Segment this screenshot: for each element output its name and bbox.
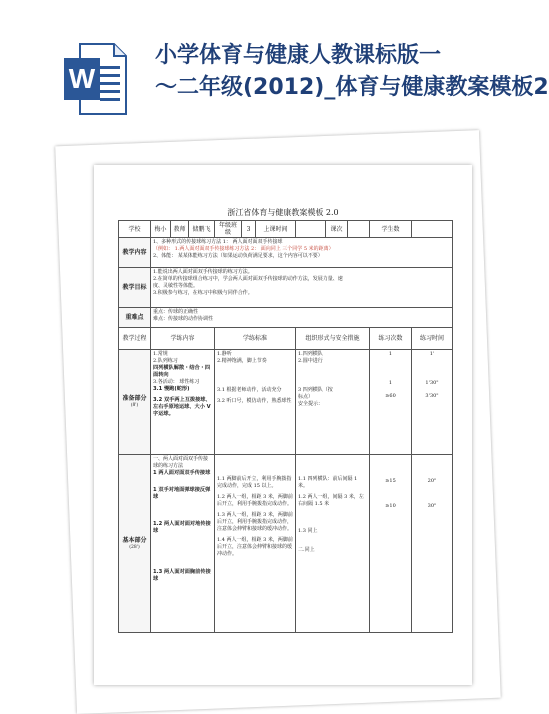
prep-label-text: 准备部分 — [122, 395, 147, 402]
basic-count — [370, 455, 412, 633]
basic-duration — [412, 455, 453, 633]
prep-count — [370, 350, 412, 455]
info-cell: 3 — [242, 221, 256, 238]
content-line: 2、体能： 某某体能练习方法（如果运动负荷满足要求，这个内容可以不要） — [153, 253, 323, 259]
info-cell: 教师 — [171, 221, 189, 238]
page-title-line-1: 小学体育与健康人教课标版一 — [155, 43, 442, 68]
prep-standard-line: 1.静听 — [217, 351, 232, 357]
prep-standard-line: 2.精神饱满，脚上节奏 — [217, 358, 267, 364]
prep-duration-value: 3'30" — [425, 393, 439, 399]
prep-org-line: 标点） — [298, 394, 314, 400]
prep-duration — [412, 350, 453, 455]
content-line: （例如： 1.两人面对面双手传接球练习方法 2： 面向同上 三个同学 5 米的距离） — [153, 246, 334, 252]
key-line: 难点：传接球的动作协调性 — [153, 316, 214, 322]
prep-standard-line: 3.2 听口号，模仿动作，熟悉球性 — [217, 398, 292, 404]
prep-content-line: 四列横队解散・结合・四面转向 — [153, 365, 211, 378]
page-title — [155, 40, 549, 104]
content-row — [119, 238, 453, 268]
prep-time: (8') — [130, 403, 139, 408]
prep-count-value: 1 — [388, 380, 393, 386]
key-label: 重难点 — [119, 308, 151, 328]
prep-content-line: 3.2 双手两上互拨接球、左右手原地运球、大小 V 字运球。 — [153, 397, 211, 417]
prep-content — [151, 350, 215, 455]
basic-standard-line: 1.2 两人一组，相距 3 米，两脚前后开立，利用手腕拨指完成动作。 — [217, 494, 293, 507]
basic-time: (28') — [129, 544, 140, 550]
basic-standard-line: 1.1 两脚前后开立，利用手腕拨指完成动作，完成 15 以上。 — [217, 476, 292, 489]
basic-org — [296, 455, 370, 633]
basic-count-value: ≥15 — [385, 478, 396, 484]
prep-duration-value: 1'30" — [425, 380, 439, 386]
basic-duration-value: 20" — [427, 478, 437, 484]
prep-org-line: 3 四列横队（按 — [298, 387, 333, 393]
document-page[interactable] — [94, 165, 472, 685]
info-cell: 学校 — [119, 221, 151, 238]
content-label: 教学内容 — [119, 238, 151, 268]
key-line: 重点：传球的正确性 — [153, 309, 199, 315]
info-cell: 年级班级 — [215, 221, 242, 238]
key-row — [119, 308, 453, 328]
basic-org-line: 1.1 四列横队：前后间隔 1 米。 — [298, 476, 358, 489]
prep-org — [296, 350, 370, 455]
basic-standard-line: 1.4 两人一组，相距 3 米，两脚前后开立，注意体会伸臂和接球的缓冲动作。 — [217, 537, 293, 557]
col-header: 学练标准 — [215, 328, 296, 350]
prep-duration-value: 1' — [429, 351, 435, 357]
basic-standard — [215, 455, 296, 633]
info-cell: 上课时间 — [256, 221, 296, 238]
key-text — [151, 308, 453, 328]
basic-row — [119, 455, 453, 633]
basic-content-line: 一、两人面对面双手传接球的练习方法 — [153, 456, 209, 469]
prep-org-line: 2.圆中进行 — [298, 358, 323, 364]
prep-count-value: ≥60 — [385, 393, 396, 399]
process-header-row — [119, 328, 453, 350]
lesson-plan-table — [118, 220, 453, 633]
basic-label-text: 基本部分 — [122, 536, 147, 544]
document-title: 浙江省体育与健康教案模板 2.0 — [227, 208, 339, 217]
info-cell: 梅小 — [151, 221, 171, 238]
prep-content-line: 3.各活动： 球性练习 — [153, 379, 200, 385]
prep-row — [119, 350, 453, 455]
goal-line: 3.积极参与练习，在练习中积极与同伴合作。 — [153, 290, 253, 296]
prep-standard-line: 3.1 根据老师动作，活动充分 — [217, 387, 282, 393]
basic-duration-value: 30" — [427, 503, 437, 509]
prep-label — [119, 350, 151, 455]
basic-count-value: ≥10 — [385, 503, 396, 509]
basic-content-line: 1.2 两人面对面对地传接球 — [153, 521, 211, 534]
col-header: 组织形式与安全措施 — [296, 328, 370, 350]
info-cell — [296, 221, 326, 238]
prep-org-line: 安全提示： — [298, 401, 324, 407]
prep-content-line: 2.队列练习 — [153, 358, 178, 364]
basic-label — [119, 455, 151, 633]
goal-line: 2.在简单的传接球组合练习中，学会两人面对面双手传接球的动作方法，发展力量、速 — [153, 276, 343, 282]
basic-standard-line: 1.3 两人一组，相距 3 米，两脚前后开立，利用手腕拨指完成动作，注意体会伸臂和接球的缓冲动作。 — [217, 512, 293, 532]
content-line: 1、多种形式的传接球练习方法 1： 两人面对面双手传接球 — [153, 239, 283, 245]
basic-content — [151, 455, 215, 633]
basic-content-line: 1 两人面对面双手传接球 — [153, 470, 211, 476]
svg-text:W: W — [68, 63, 96, 94]
info-cell: 储鹏飞 — [189, 221, 215, 238]
info-cell — [348, 221, 370, 238]
goals-row — [119, 268, 453, 308]
prep-org-line: 1.四列横队 — [298, 351, 323, 357]
goals-text — [151, 268, 453, 308]
prep-content-line: 3.1 慢跑(蛇形) — [153, 386, 190, 392]
basic-content-line: 1 双手对地面弹球接反弹球 — [153, 487, 211, 500]
prep-standard — [215, 350, 296, 455]
basic-content-line: 1.3 两人面对面胸前传接球 — [153, 569, 211, 582]
goal-line: 1.能说出两人面对面双手传接球的练习方法。 — [153, 269, 253, 275]
col-header: 教学过程 — [119, 328, 151, 350]
prep-content-line: 1.常规 — [153, 351, 168, 357]
basic-org-line: 1.2 两人一组，间隔 3 米，左右间隔 1.5 米 — [298, 494, 364, 507]
page-title-line-2: ～二年级(2012)_体育与健康教案模板2 — [155, 75, 549, 100]
col-header: 学练内容 — [151, 328, 215, 350]
col-header: 练习次数 — [370, 328, 412, 350]
basic-org-line: 1.3 同上 — [298, 528, 318, 534]
info-cell: 学生数 — [370, 221, 412, 238]
content-text — [151, 238, 453, 268]
word-document-icon — [62, 40, 128, 118]
info-row — [119, 221, 453, 238]
info-cell: 课次 — [326, 221, 348, 238]
col-header: 练习时间 — [412, 328, 453, 350]
goals-label: 教学目标 — [119, 268, 151, 308]
info-cell — [412, 221, 453, 238]
basic-org-line: 二.同上 — [298, 547, 315, 553]
goal-line: 度、灵敏性等体能。 — [153, 283, 199, 289]
prep-count-value: 1 — [388, 351, 393, 357]
